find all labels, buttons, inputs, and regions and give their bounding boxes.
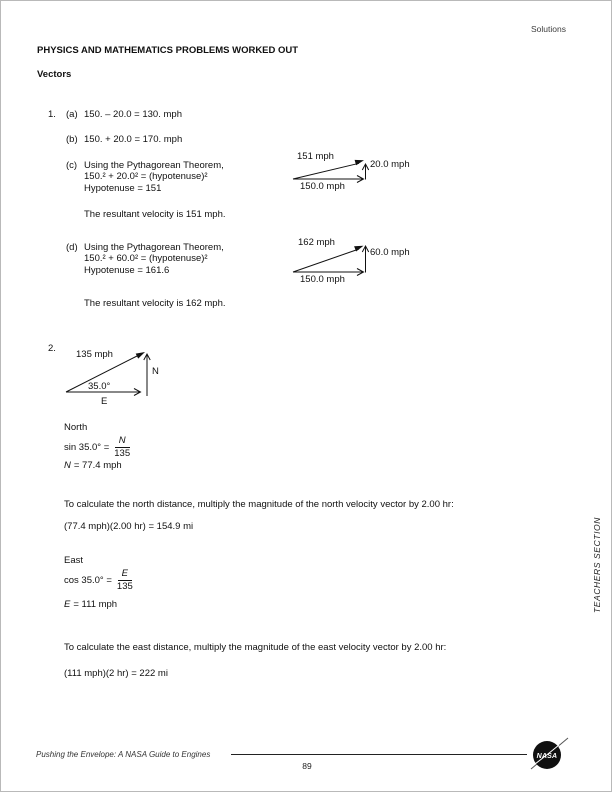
problem1b-label: (b) [66,134,78,145]
teachers-section-label: TEACHERS SECTION [592,516,602,614]
problem1-number: 1. [48,109,56,120]
problem2-number: 2. [48,343,56,354]
east-formula-prefix: cos 35.0° = [64,574,112,586]
diagram-2-north-axis-label: N [152,366,159,377]
page-number: 89 [302,761,312,771]
problem1c-work [84,160,224,194]
diagram-c-hypotenuse-label: 151 mph [297,151,334,162]
problem1c-line1: Using the Pythagorean Theorem, [84,160,224,171]
east-result-value: = 111 mph [73,599,118,610]
north-fraction-denominator: 135 [114,447,131,459]
nasa-logo-text: NASA [536,753,558,760]
diagram-2-east-axis-label: E [101,396,108,407]
diagram-d-horizontal-label: 150.0 mph [300,274,345,285]
problem1c-result: The resultant velocity is 151 mph. [84,209,226,220]
diagram-2-angle-label: 35.0° [88,381,111,392]
footer-rule [231,754,527,755]
north-fraction [114,436,130,459]
velocity-triangle-diagram-d [289,232,439,290]
diagram-c-vertical-label: 20.0 mph [370,159,410,170]
problem1c-line2: 150.² + 20.0² = (hypotenuse)² [84,171,208,183]
problem1d-line2: 150.² + 60.0² = (hypotenuse)² [84,253,208,265]
east-fraction-denominator: 135 [116,580,133,592]
north-formula-prefix: sin 35.0° = [64,441,110,453]
problem1d-label: (d) [66,242,78,253]
problem1c-label: (c) [66,160,78,171]
diagram-2-hypotenuse-label: 135 mph [76,349,113,360]
problem1a-label: (a) [66,109,78,120]
velocity-triangle-diagram-2 [59,343,184,411]
north-result-variable: N [64,460,71,471]
east-cos-formula [64,568,133,592]
north-result [64,460,122,471]
diagram-d-vertical-label: 60.0 mph [370,247,410,258]
header-solutions-label: Solutions [531,24,566,34]
north-fraction-numerator: N [115,436,130,448]
footer-book-title: Pushing the Envelope: A NASA Guide to Engines [36,750,211,759]
east-heading: East [64,555,84,566]
problem1d-result: The resultant velocity is 162 mph. [84,298,226,309]
north-heading: North [64,422,88,433]
east-calculation: (111 mph)(2 hr) = 222 mi [64,668,168,679]
section-heading-vectors: Vectors [37,69,72,80]
problem1d-line3: Hypotenuse = 161.6 [84,264,170,276]
page-title: PHYSICS AND MATHEMATICS PROBLEMS WORKED OUT [37,45,299,56]
north-result-value: = 77.4 mph [73,460,122,471]
problem1d-line1: Using the Pythagorean Theorem, [84,242,224,253]
diagram-c-horizontal-label: 150.0 mph [300,181,345,192]
problem1a-text: 150. – 20.0 = 130. mph [84,109,182,120]
problem1b-text: 150. + 20.0 = 170. mph [84,134,183,145]
east-explanation: To calculate the east distance, multiply the magnitude of the east velocity vector by 2.00 hr: [64,642,447,653]
north-sin-formula [64,435,130,459]
east-result-variable: E [64,599,71,610]
east-fraction [117,569,133,592]
diagram-d-hypotenuse-label: 162 mph [298,237,335,248]
east-fraction-numerator: E [118,569,132,581]
problem1d-work [84,242,224,276]
east-result [64,599,117,610]
north-explanation: To calculate the north distance, multiply the magnitude of the north velocity vector by 2.00 hr: [64,499,454,510]
problem1c-line3: Hypotenuse = 151 [84,182,162,194]
velocity-triangle-diagram-c [289,147,439,199]
north-calculation: (77.4 mph)(2.00 hr) = 154.9 mi [64,521,194,532]
